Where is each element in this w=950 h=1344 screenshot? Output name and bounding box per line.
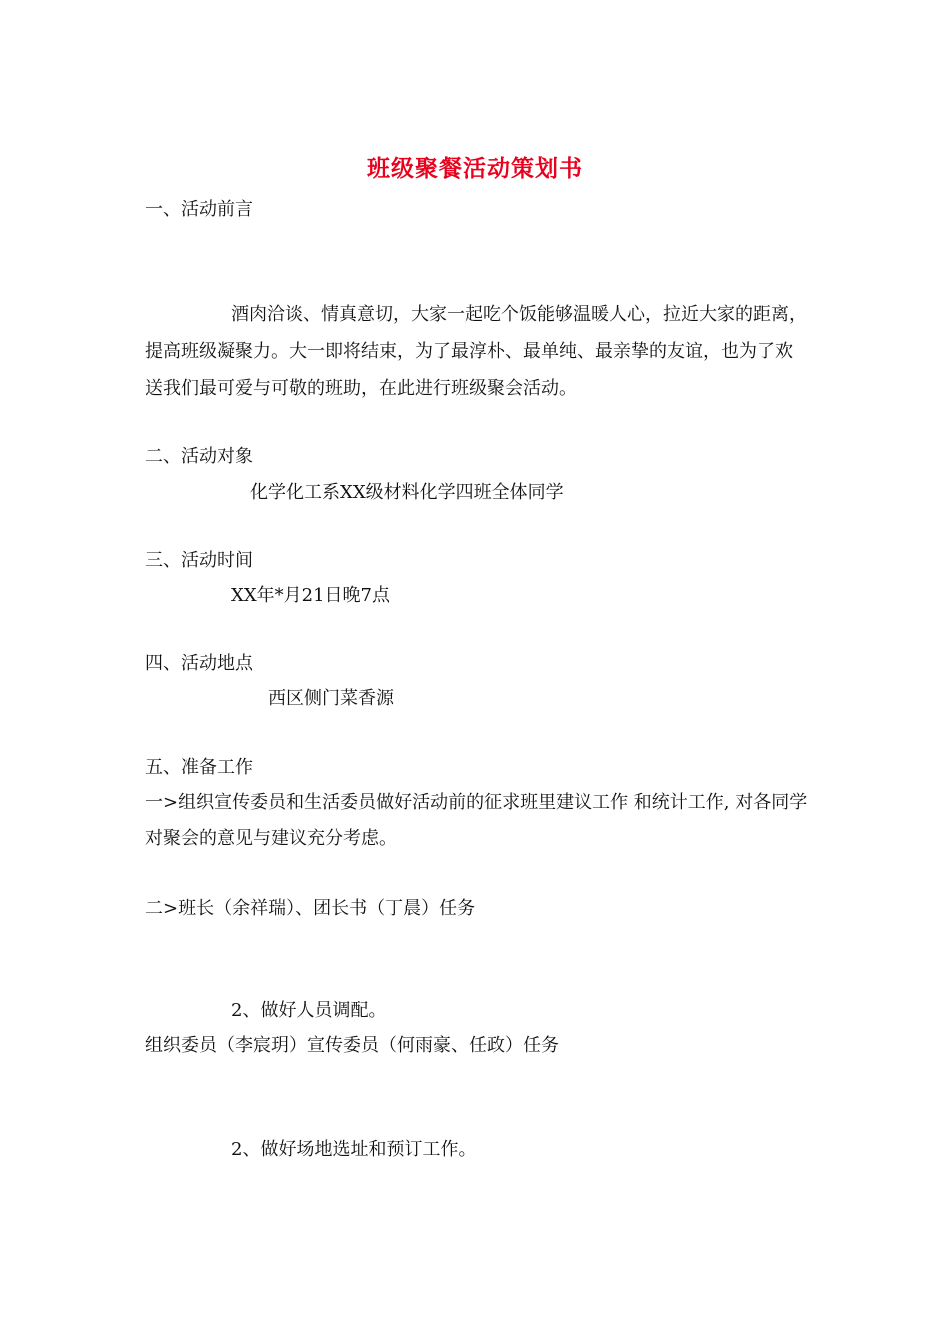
target-heading: 二、活动对象: [145, 446, 253, 467]
place-heading: 四、活动地点: [145, 653, 253, 674]
place-body: 西区侧门菜香源: [268, 688, 394, 709]
preparation-item-1: 一>组织宣传委员和生活委员做好活动前的征求班里建议工作 和统计工作, 对各同学对聚会的意见与建议充分考虑。: [145, 792, 808, 849]
preparation-item-3: 组织委员（李宸玥）宣传委员（何雨豪、任政）任务: [145, 1035, 559, 1056]
preparation-item-2: 二>班长（余祥瑞）、团长书（丁晨）任务: [145, 898, 476, 919]
time-body: XX年*月21日晚7点: [231, 585, 390, 606]
preface-text: 酒肉洽谈、情真意切，大家一起吃个饭能够温暖人心，拉近大家的距离，提高班级凝聚力。大一即将结束，为了最淳朴、最单纯、最亲挚的友谊，也为了欢送我们最可爱与可敬的班助，在此进行班级聚会活动。: [145, 304, 807, 399]
preface-heading: 一、活动前言: [145, 199, 253, 220]
preparation-item-3-sub: 2、做好场地选址和预订工作。: [231, 1139, 477, 1160]
preparation-item-2-sub: 2、做好人员调配。: [231, 1000, 387, 1021]
preface-body: [145, 296, 810, 407]
time-heading: 三、活动时间: [145, 550, 253, 571]
target-body: 化学化工系XX级材料化学四班全体同学: [250, 482, 564, 503]
preparation-heading: 五、准备工作: [145, 757, 253, 778]
document-title: 班级聚餐活动策划书: [367, 155, 583, 182]
